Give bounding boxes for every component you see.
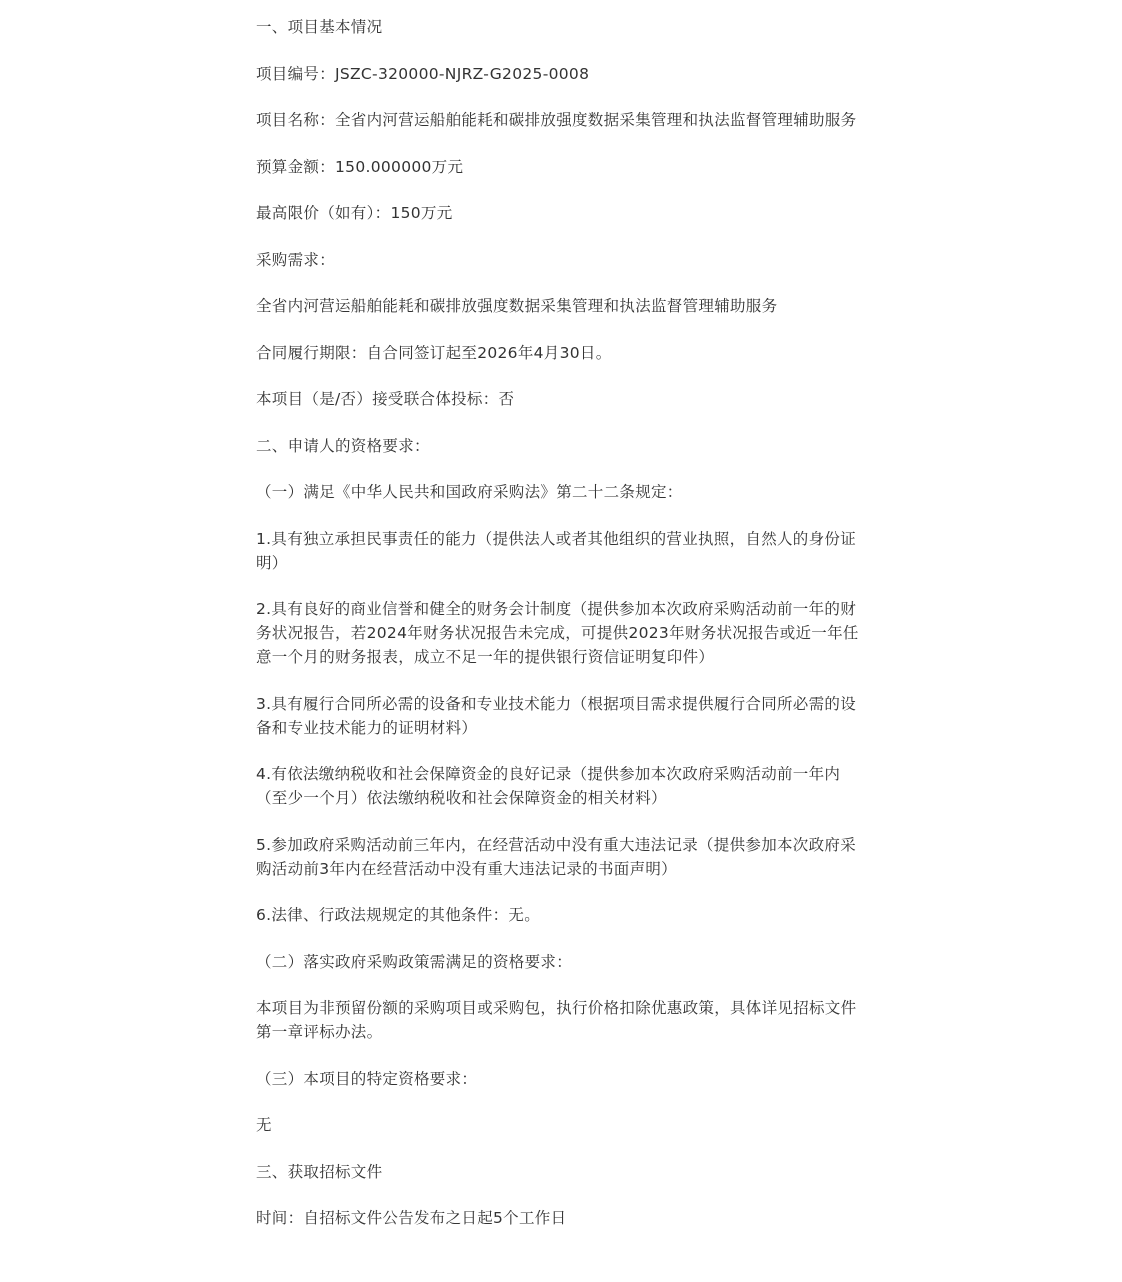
subsection-heading-policy: （二）落实政府采购政策需满足的资格要求：	[256, 952, 573, 971]
requirement-item: 5.参加政府采购活动前三年内，在经营活动中没有重大违法记录（提供参加本次政府采购活动前3年内在经营活动中没有重大违法记录的书面声明）	[256, 835, 856, 878]
obtain-time: 时间：自招标文件公告发布之日起5个工作日	[256, 1209, 567, 1227]
procurement-needs: 全省内河营运船舶能耗和碳排放强度数据采集管理和执法监督管理辅助服务	[256, 297, 778, 315]
section-heading-qualifications: 二、申请人的资格要求：	[256, 436, 430, 455]
contract-period: 合同履行期限：自合同签订起至2026年4月30日。	[256, 343, 612, 362]
subsection-heading-article-22: （一）满足《中华人民共和国政府采购法》第二十二条规定：	[256, 483, 683, 501]
section-heading-basic-info: 一、项目基本情况	[256, 18, 383, 36]
policy-text: 本项目为非预留份额的采购项目或采购包，执行价格扣除优惠政策，具体详见招标文件第一章评标办法。	[256, 999, 857, 1041]
specific-requirements: 无	[256, 1116, 272, 1134]
subsection-heading-specific: （三）本项目的特定资格要求：	[256, 1069, 478, 1088]
budget-amount: 预算金额：150.000000万元	[256, 157, 464, 176]
project-number: 项目编号：JSZC-320000-NJRZ-G2025-0008	[256, 64, 590, 83]
max-price: 最高限价（如有）：150万元	[256, 204, 453, 222]
requirement-item: 1.具有独立承担民事责任的能力（提供法人或者其他组织的营业执照，自然人的身份证明）	[256, 529, 856, 572]
consortium-bidding: 本项目（是/否）接受联合体投标：否	[256, 390, 515, 408]
section-heading-obtain-documents: 三、获取招标文件	[256, 1162, 383, 1181]
procurement-needs-label: 采购需求：	[256, 250, 336, 269]
project-name: 项目名称：全省内河营运船舶能耗和碳排放强度数据采集管理和执法监督管理辅助服务	[256, 111, 857, 129]
requirement-item: 4.有依法缴纳税收和社会保障资金的良好记录（提供参加本次政府采购活动前一年内（至少一个月）依法缴纳税收和社会保障资金的相关材料）	[256, 765, 841, 807]
requirement-item: 6.法律、行政法规规定的其他条件：无。	[256, 906, 540, 924]
announcement-document	[256, 15, 870, 1253]
requirement-item: 3.具有履行合同所必需的设备和专业技术能力（根据项目需求提供履行合同所必需的设备和专业技术能力的证明材料）	[256, 694, 856, 737]
requirement-item: 2.具有良好的商业信誉和健全的财务会计制度（提供参加本次政府采购活动前一年的财务状况报告，若2024年财务状况报告未完成，可提供2023年财务状况报告或近一年任意一个月的财务报表，成立不足一年的提供银行资信证明复印件）	[256, 600, 859, 666]
